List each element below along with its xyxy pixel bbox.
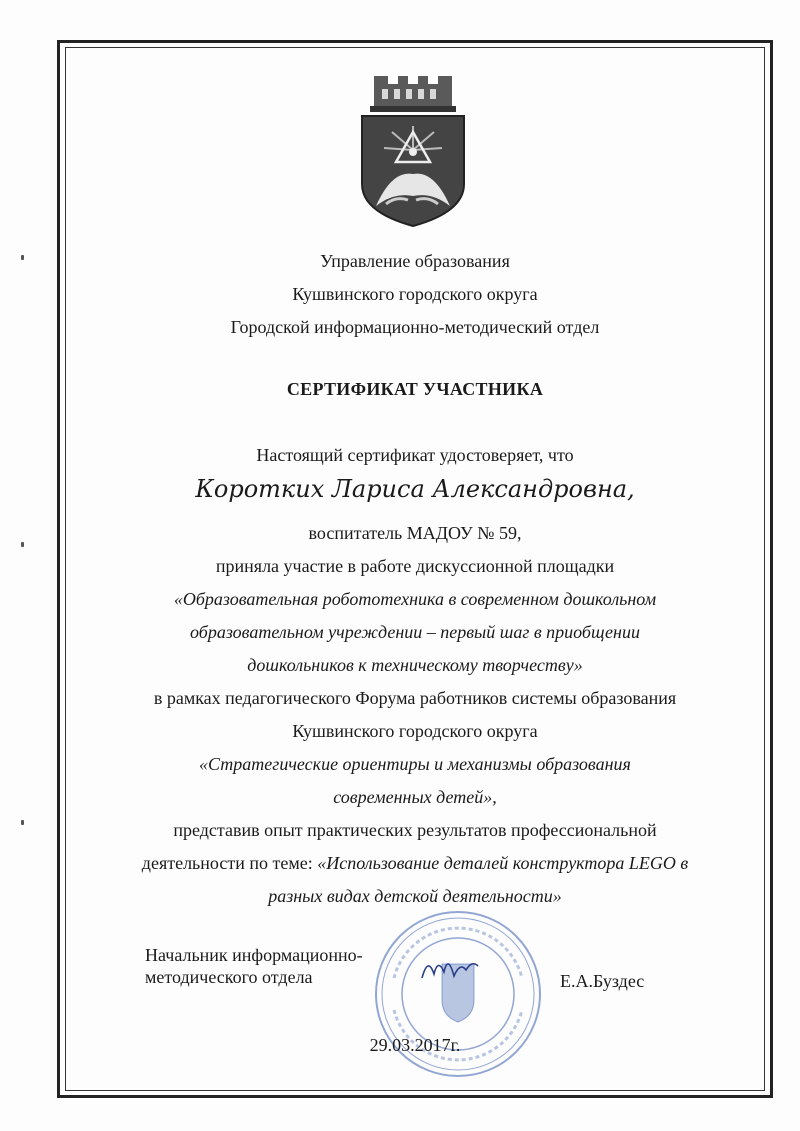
org-name-line1: Управление образования	[320, 251, 510, 271]
signatory-role-line1: Начальник информационно-	[145, 945, 363, 965]
experience-text-line1: представив опыт практических результатов профессиональной	[173, 820, 657, 840]
recipient-position: воспитатель МАДОУ № 59,	[308, 523, 522, 543]
participation-text: приняла участие в работе дискуссионной площадки	[215, 556, 615, 576]
intro-text: Настоящий сертификат удостоверяет, что	[256, 445, 574, 465]
recipient-name: Коротких Лариса Александровна,	[195, 475, 635, 503]
forum-text-line1: в рамках педагогического Форума работников системы образования	[153, 688, 677, 708]
platform-topic-line2: образовательном учреждении – первый шаг в приобщении	[190, 622, 640, 642]
certificate-title: СЕРТИФИКАТ УЧАСТНИКА	[286, 379, 544, 399]
experience-text-line2	[65, 852, 765, 874]
signatory-name: Е.А.Буздес	[560, 971, 645, 991]
scan-speck	[21, 542, 24, 547]
platform-topic-line1: «Образовательная робототехника в современном дошкольном	[173, 589, 657, 609]
handwritten-signature	[418, 950, 482, 986]
issue-date: 29.03.2017г.	[369, 1035, 461, 1055]
coat-of-arms-emblem	[352, 72, 472, 230]
org-department: Городской информационно-методический отдел	[230, 317, 600, 337]
scan-speck	[21, 255, 24, 260]
experience-topic-line1: «Использование деталей конструктора LEGO в	[317, 853, 689, 873]
forum-title-line2: современных детей»,	[333, 787, 497, 807]
experience-prefix: деятельности по теме:	[141, 853, 318, 873]
forum-text-line2: Кушвинского городского округа	[292, 721, 538, 741]
org-name-line2: Кушвинского городского округа	[292, 284, 538, 304]
platform-topic-line3: дошкольников к техническому творчеству»	[247, 655, 583, 675]
forum-title-line1: «Стратегические ориентиры и механизмы образования	[199, 754, 631, 774]
signatory-role-line2: методического отдела	[145, 967, 313, 987]
experience-topic-line2: разных видах детской деятельности»	[268, 886, 562, 906]
scan-speck	[21, 820, 24, 825]
